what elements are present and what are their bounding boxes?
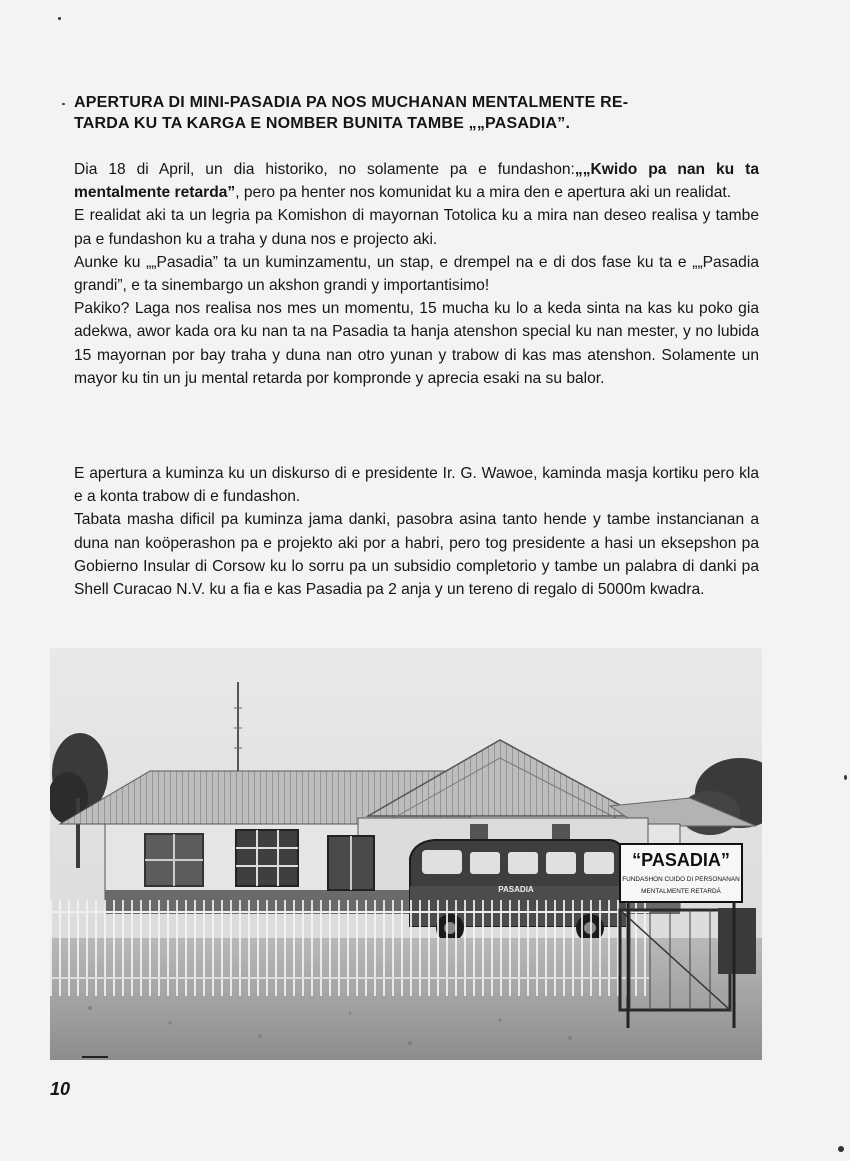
front-fence	[50, 900, 650, 996]
sign-line-1: FUNDASHON CUIDO DI PERSONANAN	[622, 876, 740, 883]
page-speck	[838, 1146, 844, 1152]
page-speck	[844, 775, 847, 780]
paragraph-3: Aunke ku „„Pasadia” ta un kuminzamentu, un stap, e drempel na e di dos fase ku ta e „„Pasadia grandi”, e ta sinembargo un akshon grandi y importantisimo!	[74, 253, 759, 295]
sign-title: “PASADIA”	[632, 850, 730, 870]
headline-line-2: TARDA KU TA KARGA E NOMBER BUNITA TAMBE „„PASADIA”.	[74, 115, 571, 132]
paragraph-5: E apertura a kuminza ku un diskurso di e presidente Ir. G. Wawoe, kaminda masja kortiku pero kla e a konta trabow di e fundashon.	[74, 465, 759, 506]
foundation-name: „„Kwido pa nan ku ta mentalmente retarda”	[74, 161, 760, 202]
article-body-section-2	[74, 462, 759, 601]
footer-dash	[82, 1056, 108, 1058]
left-window	[145, 834, 203, 886]
paragraph-1-rest: , pero pa henter nos komunidat ku a mira den e apertura aki un realidat.	[235, 184, 732, 202]
door-window	[328, 836, 374, 890]
headline-line-1: APERTURA DI MINI-PASADIA PA NOS MUCHANAN MENTALMENTE RE-	[74, 94, 629, 111]
page-speck	[62, 103, 65, 105]
middle-window	[236, 830, 298, 886]
van-label: PASADIA	[498, 885, 534, 894]
paragraph-4: Pakiko? Laga nos realisa nos mes un momentu, 15 mucha ku lo a keda sinta na kas ku poko gia adekwa, awor kada ora ku nan ta na Pasadia ta hanja atenshon special ku nan mester, y no lubida 15 mayornan por bay traha y duna nan otro yunan y trabow di kas mas atenshon. Solamente un mayor ku tin un ju mental retarda por kompronde y aprecia esaki na su balor.	[74, 300, 759, 387]
sign-line-2: MENTALMENTE RETARDÁ	[641, 888, 721, 895]
pasadia-building-photo	[50, 648, 762, 1060]
page-speck	[58, 17, 61, 20]
article-headline	[74, 92, 764, 134]
paragraph-1-intro: Dia 18 di April, un dia historiko, no solamente pa e fundashon:	[74, 161, 575, 178]
paragraph-6: Tabata masha dificil pa kuminza jama danki, pasobra asina tanto hende y tambe instancianan a duna nan koöperashon pa e projekto aki por a habri, pero tog presidente a hasi un eksepshon pa Gobierno Insular di Corsow ku lo sorru pa un subsidio completorio y tambe un palabra di danki pa Shell Curacao N.V. ku a fia e kas Pasadia pa 2 anja y un tereno di regalo di 5000m kwadra.	[74, 511, 759, 599]
paragraph-2: E realidat aki ta un legria pa Komishon di mayornan Totolica ku a mira nan deseo realisa y tambe pa e fundashon ku a traha y duna nos e projecto aki.	[74, 207, 759, 248]
page-number: 10	[50, 1079, 71, 1099]
article-body-section-1	[74, 158, 759, 390]
paragraph-1	[74, 158, 759, 204]
